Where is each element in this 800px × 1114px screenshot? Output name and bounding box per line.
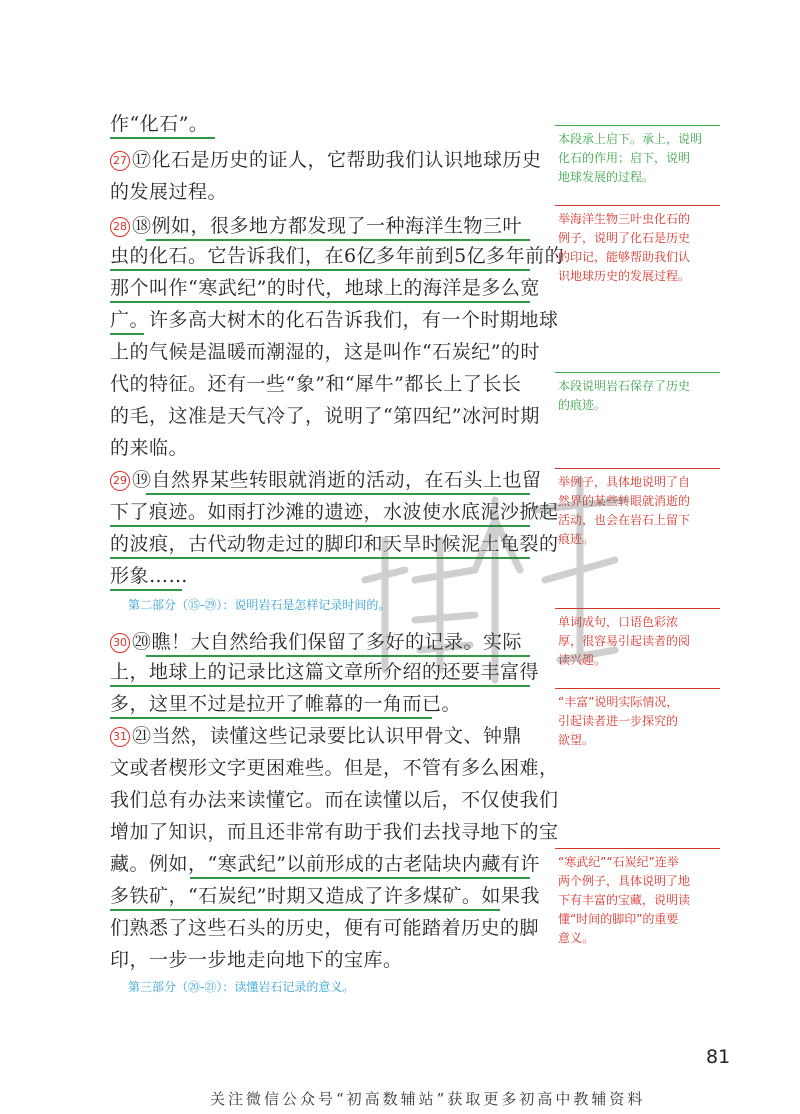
footer-notice: 关注微信公众号“初高数辅站”获取更多初高中教辅资料 [210, 1090, 646, 1108]
margin-annotation: 举海洋生物三叶虫化石的 例子，说明了化石是历史 的印记，能够帮助我们认 识地球历史的发展过程。 [558, 212, 691, 283]
annotation-divider [555, 848, 720, 849]
text-underline [146, 493, 530, 495]
body-line: 虫的化石。它告诉我们，在6亿多年前到5亿多年前的 [110, 245, 565, 267]
body-line: 那个叫作“寒武纪”的时代，地球上的海洋是多么宽 [110, 277, 540, 299]
text-underline [190, 877, 530, 879]
paragraph-number-marker: 28 [110, 217, 130, 237]
text-underline [110, 333, 144, 335]
text-underline [146, 239, 530, 241]
paragraph-number-marker: 31 [110, 727, 130, 747]
section-summary-part-2: 第二部分（⑮-㉙）：说明岩石是怎样记录时间的。 [128, 598, 391, 612]
body-line: 代的特征。还有一些“象”和“犀牛”都长上了长长 [110, 373, 522, 395]
body-line-text: ⑱例如，很多地方都发现了一种海洋生物三叶 [132, 215, 523, 237]
margin-annotation: 本段承上启下。承上，说明 化石的作用；启下，说明 地球发展的过程。 [558, 132, 703, 184]
annotation-divider [555, 205, 720, 206]
body-line [110, 214, 530, 238]
body-line: 们熟悉了这些石头的历史，便有可能踏着历史的脚 [110, 917, 540, 939]
body-line: 形象…… [110, 565, 189, 587]
body-line [110, 630, 530, 654]
annotation-divider [555, 688, 720, 689]
body-line-text: ㉑当然，读懂这些记录要比认识甲骨文、钟鼎 [132, 725, 523, 747]
body-line: 多铁矿，“石炭纪”时期又造成了许多煤矿。如果我 [110, 885, 540, 907]
body-line: 的波痕，古代动物走过的脚印和天旱时候泥土龟裂的 [110, 533, 559, 555]
body-line: 我们总有办法来读懂它。而在读懂以后，不仅使我们 [110, 789, 559, 811]
body-line: 藏。例如，“寒武纪”以前形成的古老陆块内藏有许 [110, 853, 540, 875]
body-line [110, 148, 542, 172]
margin-annotation: 单词成句，口语色彩浓 厚，很容易引起读者的阅 读兴趣。 [558, 615, 691, 667]
paragraph-number-marker: 27 [110, 151, 130, 171]
body-line: 的来临。 [110, 437, 189, 459]
body-line: 多，这里不过是拉开了帷幕的一角而已。 [110, 693, 462, 715]
annotation-divider [555, 125, 720, 126]
annotation-divider [555, 468, 720, 469]
text-underline [110, 557, 530, 559]
section-summary-part-3: 第三部分（⑳-㉑）：读懂岩石记录的意义。 [128, 980, 355, 994]
text-underline [110, 909, 500, 911]
text-underline [110, 301, 530, 303]
margin-annotation: 本段说明岩石保存了历史 的痕迹。 [558, 379, 691, 412]
body-line: 作“化石”。 [110, 113, 209, 135]
body-line: 文或者楔形文字更困难些。但是，不管有多么困难， [110, 757, 559, 779]
margin-annotation: “寒武纪”“石炭纪”连举 两个例子，具体说明了地 下有丰富的宝藏，说明读 懂“时间的脚印”的重要 意义。 [558, 855, 691, 945]
text-underline [110, 685, 530, 687]
annotation-divider [555, 608, 720, 609]
margin-annotation: 举例子，具体地说明了自 然界的某些转眼就消逝的 活动，也会在岩石上留下 痕迹。 [558, 475, 691, 546]
margin-annotation: “丰富”说明实际情况， 引起读者进一步探究的 欲望。 [558, 695, 679, 747]
body-line: 上的气候是温暖而潮湿的，这是叫作“石炭纪”的时 [110, 341, 540, 363]
text-underline [110, 717, 432, 719]
body-line-text: ⑲自然界某些转眼就消逝的活动，在石头上也留 [132, 469, 542, 491]
page-number: 81 [706, 1046, 731, 1068]
paragraph-number-marker: 30 [110, 633, 130, 653]
paragraph-number-marker: 29 [110, 471, 130, 491]
body-line: 下了痕迹。如雨打沙滩的遗迹，水波使水底泥沙掀起 [110, 501, 559, 523]
text-underline [146, 655, 530, 657]
text-underline [110, 269, 530, 271]
body-line [110, 724, 530, 748]
text-underline [110, 525, 530, 527]
body-line-text: ⑰化石是历史的证人，它帮助我们认识地球历史 [132, 149, 542, 171]
body-line: 增加了知识，而且还非常有助于我们去找寻地下的宝 [110, 821, 559, 843]
text-underline [110, 589, 182, 591]
body-line: 的毛，这准是天气冷了，说明了“第四纪”冰河时期 [110, 405, 540, 427]
body-line [110, 468, 542, 492]
body-line: 的发展过程。 [110, 181, 228, 203]
annotation-divider [555, 372, 720, 373]
body-line: 上，地球上的记录比这篇文章所介绍的还要丰富得 [110, 661, 540, 683]
body-line-text: ⑳瞧！大自然给我们保留了多好的记录。实际 [132, 631, 523, 653]
text-underline [110, 137, 215, 139]
body-line: 广。许多高大树木的化石告诉我们，有一个时期地球 [110, 309, 559, 331]
body-line: 印，一步一步地走向地下的宝库。 [110, 949, 403, 971]
